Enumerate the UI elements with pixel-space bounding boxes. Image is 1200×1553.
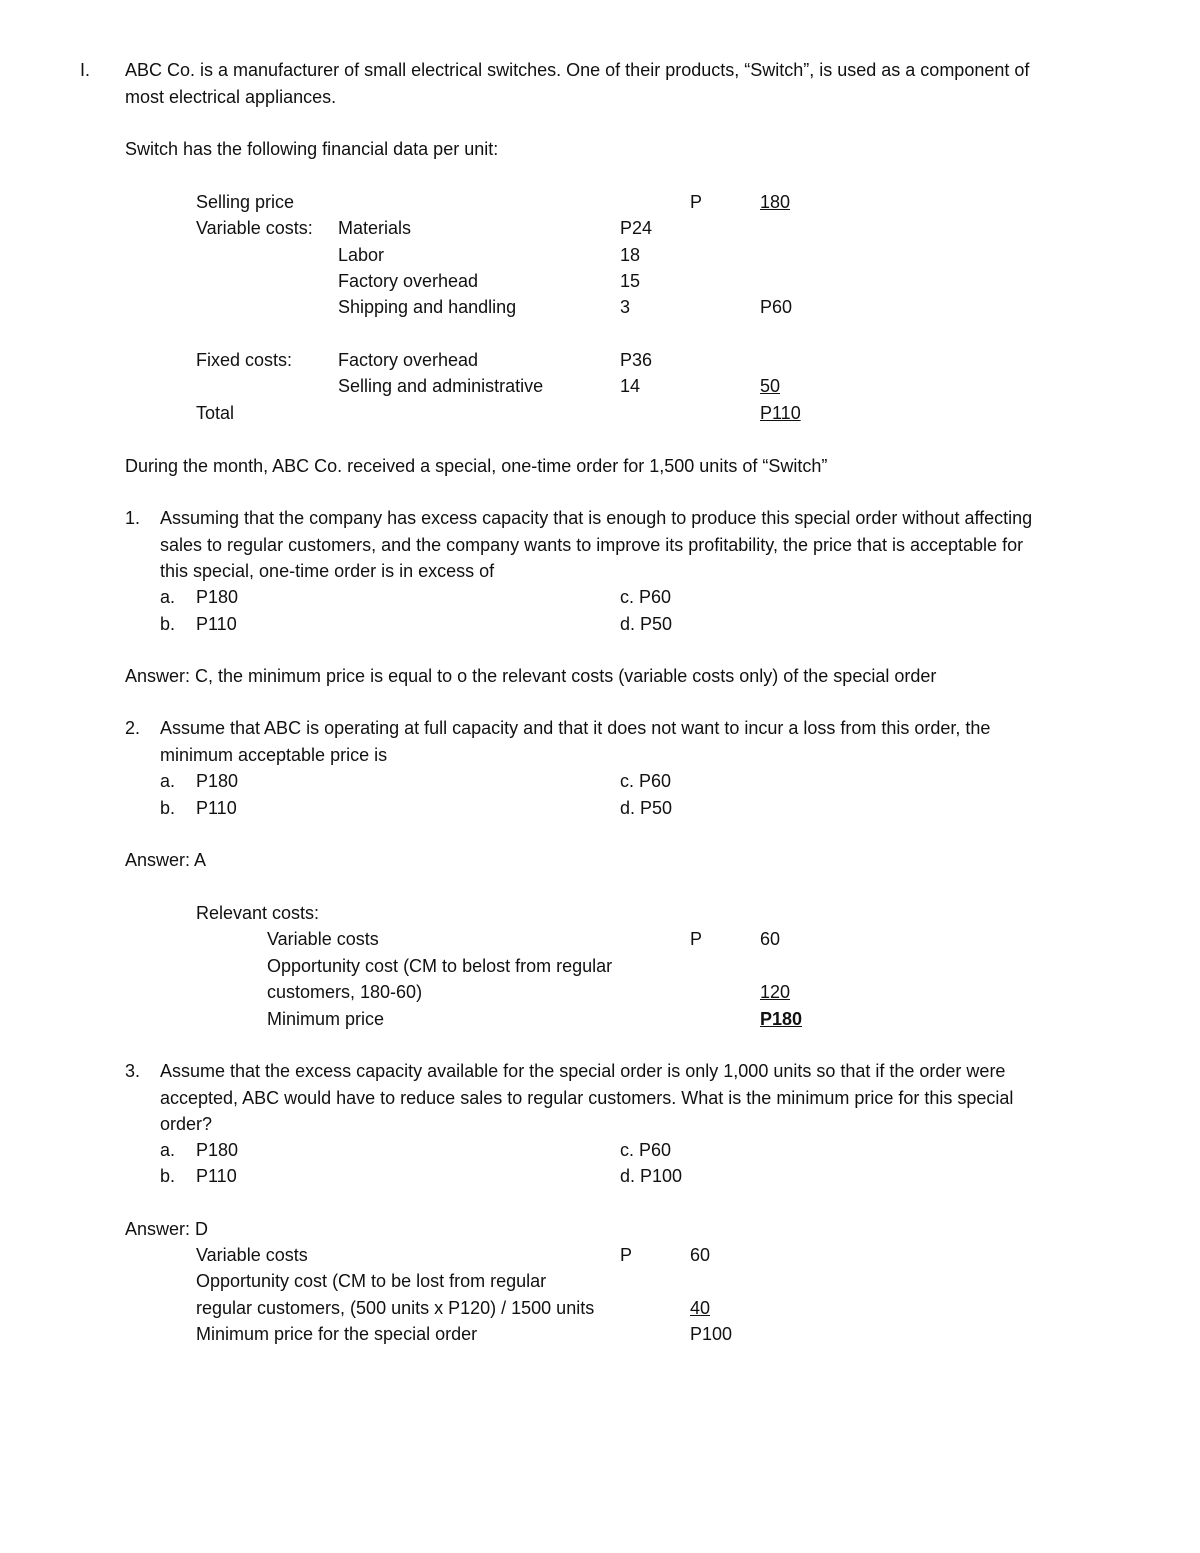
option-a: P180 [196, 1140, 239, 1160]
variable-costs-label: Variable costs [267, 929, 379, 949]
factory-overhead-label: Factory overhead [338, 271, 479, 291]
option-label: b. [160, 798, 176, 818]
factory-overhead-value: 15 [620, 271, 641, 291]
question-line: this special, one-time order is in excess of [160, 561, 495, 581]
variable-total: P60 [760, 297, 793, 317]
total-label: Total [196, 403, 235, 423]
question-line: sales to regular customers, and the company wants to improve its profitability, the price that is acceptable for [160, 535, 1024, 555]
option-c: c. P60 [620, 1140, 672, 1160]
selling-admin-label: Selling and administrative [338, 376, 544, 396]
variable-costs-label: Variable costs: [196, 218, 313, 238]
shipping-value: 3 [620, 297, 631, 317]
answer: Answer: C, the minimum price is equal to o the relevant costs (variable costs only) of the special order [125, 666, 937, 686]
question-line: accepted, ABC would have to reduce sales to regular customers. What is the minimum price for this special [160, 1088, 1014, 1108]
question-number: 3. [125, 1061, 141, 1081]
question-line: Assume that the excess capacity available for the special order is only 1,000 units so that if the order were [160, 1061, 1006, 1081]
option-label: a. [160, 1140, 176, 1160]
data-intro: Switch has the following financial data per unit: [125, 139, 499, 159]
option-c: c. P60 [620, 771, 672, 791]
question-number: 2. [125, 718, 141, 738]
option-label: a. [160, 771, 176, 791]
opportunity-cost-label: regular customers, (500 units x P120) / 1500 units [196, 1298, 595, 1318]
variable-costs-label: Variable costs [196, 1245, 308, 1265]
selling-price-label: Selling price [196, 192, 295, 212]
option-d: d. P100 [620, 1166, 683, 1186]
materials-label: Materials [338, 218, 412, 238]
option-d: d. P50 [620, 614, 673, 634]
labor-label: Labor [338, 245, 385, 265]
option-label: b. [160, 1166, 176, 1186]
question-line: Assume that ABC is operating at full capacity and that it does not want to incur a loss from this order, the [160, 718, 991, 738]
selling-price-value: 180 [760, 192, 791, 212]
option-label: a. [160, 587, 176, 607]
selling-admin-value: 14 [620, 376, 641, 396]
variable-costs-value: 60 [760, 929, 781, 949]
answer: Answer: D [125, 1219, 209, 1239]
selling-price-currency: P [690, 192, 703, 212]
minimum-price-label: Minimum price [267, 1009, 385, 1029]
section-number: I. [80, 60, 91, 80]
opportunity-cost-value: 120 [760, 982, 791, 1002]
option-b: P110 [196, 798, 237, 818]
minimum-price-value: P180 [760, 1009, 803, 1029]
option-c: c. P60 [620, 587, 672, 607]
fixed-total: 50 [760, 376, 781, 396]
option-a: P180 [196, 771, 239, 791]
materials-value: P24 [620, 218, 653, 238]
question-number: 1. [125, 508, 141, 528]
option-d: d. P50 [620, 798, 673, 818]
intro-line: ABC Co. is a manufacturer of small electrical switches. One of their products, “Switch”, is used as a component of [125, 60, 1030, 80]
opportunity-cost-label: Opportunity cost (CM to be lost from regular [196, 1271, 547, 1291]
option-b: P110 [196, 1166, 237, 1186]
option-label: b. [160, 614, 176, 634]
opportunity-cost-value: 40 [690, 1298, 711, 1318]
question-line: minimum acceptable price is [160, 745, 388, 765]
intro-line: most electrical appliances. [125, 87, 337, 107]
option-b: P110 [196, 614, 237, 634]
question-line: Assuming that the company has excess capacity that is enough to produce this special order without affecting [160, 508, 1033, 528]
opportunity-cost-label: Opportunity cost (CM to belost from regular [267, 956, 613, 976]
question-line: order? [160, 1114, 213, 1134]
minimum-price-value: P100 [690, 1324, 733, 1344]
variable-costs-currency: P [620, 1245, 633, 1265]
shipping-label: Shipping and handling [338, 297, 517, 317]
order-text: During the month, ABC Co. received a special, one-time order for 1,500 units of “Switch” [125, 456, 828, 476]
answer: Answer: A [125, 850, 207, 870]
fixed-overhead-label: Factory overhead [338, 350, 479, 370]
variable-costs-currency: P [690, 929, 703, 949]
total-value: P110 [760, 403, 801, 423]
opportunity-cost-label: customers, 180-60) [267, 982, 423, 1002]
variable-costs-value: 60 [690, 1245, 711, 1265]
fixed-costs-label: Fixed costs: [196, 350, 293, 370]
option-a: P180 [196, 587, 239, 607]
relevant-costs-label: Relevant costs: [196, 903, 320, 923]
labor-value: 18 [620, 245, 641, 265]
fixed-overhead-value: P36 [620, 350, 653, 370]
minimum-price-label: Minimum price for the special order [196, 1324, 478, 1344]
